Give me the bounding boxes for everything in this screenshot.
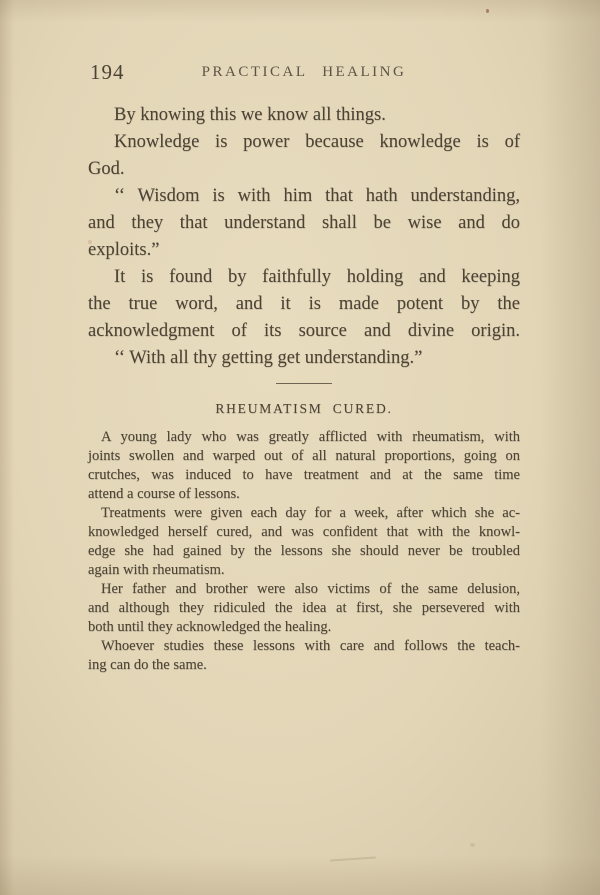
paper-speck bbox=[470, 843, 475, 847]
section-divider-rule bbox=[276, 383, 332, 384]
text-line: acknowledgment of its source and divine origin. bbox=[88, 321, 520, 341]
running-header-title: PRACTICAL HEALING bbox=[201, 64, 407, 80]
text-line: again with rheumatism. bbox=[88, 562, 225, 578]
page-number: 194 bbox=[90, 60, 125, 84]
main-text-block bbox=[88, 102, 520, 372]
page-header bbox=[88, 60, 520, 86]
text-line: ing can do the same. bbox=[88, 657, 207, 673]
text-line: ‘‘ Wisdom is with him that hath understanding, bbox=[114, 186, 520, 206]
text-line: It is found by faithfully holding and keeping bbox=[114, 267, 520, 287]
section-heading: RHEUMATISM CURED. bbox=[215, 401, 393, 416]
text-line: By knowing this we know all things. bbox=[114, 105, 386, 125]
text-line: knowledged herself cured, and was confident that with the knowl- bbox=[88, 524, 520, 540]
text-line: Her father and brother were also victims of the same delusion, bbox=[101, 581, 520, 597]
paper-scratch bbox=[330, 856, 376, 861]
text-line: and they that understand shall be wise and do bbox=[88, 213, 520, 233]
section-text-block bbox=[88, 428, 520, 675]
text-line: attend a course of lessons. bbox=[88, 486, 240, 502]
text-line: exploits.” bbox=[88, 240, 160, 260]
text-line: A young lady who was greatly afflicted with rheumatism, with bbox=[101, 429, 520, 445]
text-line: Knowledge is power because knowledge is of bbox=[114, 132, 520, 152]
text-line: the true word, and it is made potent by the bbox=[88, 294, 520, 314]
text-line: edge she had gained by the lessons she should never be troubled bbox=[88, 543, 520, 559]
text-line: both until they acknowledged the healing. bbox=[88, 619, 332, 635]
text-line: crutches, was induced to have treatment and at the same time bbox=[88, 467, 520, 483]
text-line: and although they ridiculed the idea at first, she persevered with bbox=[88, 600, 520, 616]
page-content bbox=[88, 0, 520, 675]
text-line: ‘‘ With all thy getting get understanding.” bbox=[114, 348, 423, 368]
text-line: joints swollen and warped out of all natural proportions, going on bbox=[88, 448, 520, 464]
text-line: Whoever studies these lessons with care and follows the teach- bbox=[101, 638, 520, 654]
text-line: Treatments were given each day for a week, after which she ac- bbox=[101, 505, 520, 521]
text-line: God. bbox=[88, 159, 125, 179]
